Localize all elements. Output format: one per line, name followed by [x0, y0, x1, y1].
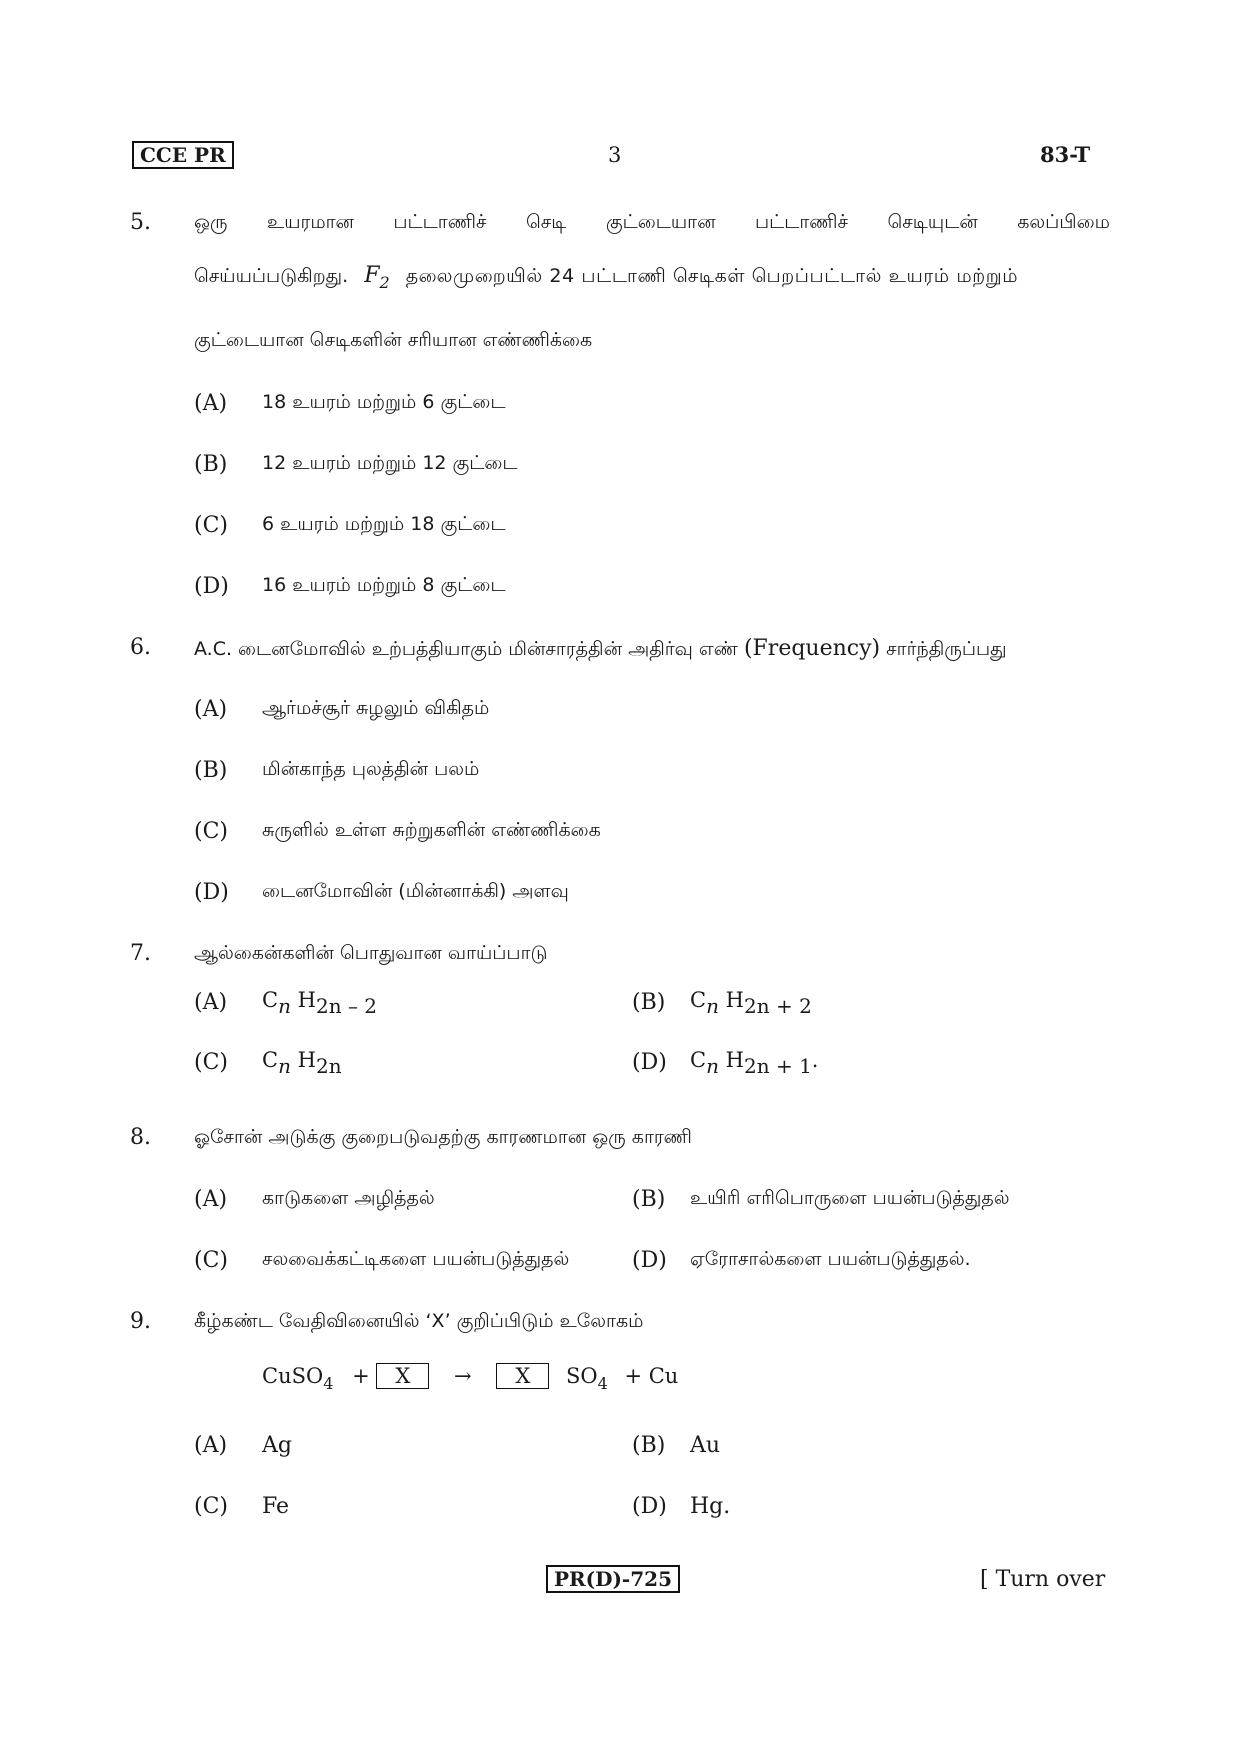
option-text: மின்காந்த புலத்தின் பலம்: [262, 758, 480, 780]
word: செடி: [525, 211, 567, 233]
option-label: (A): [194, 697, 228, 722]
option-text: Fe: [262, 1494, 290, 1519]
option-label: (C): [194, 1494, 228, 1519]
subject-code: 83-T: [1040, 142, 1091, 167]
option-label: (B): [194, 758, 228, 783]
turn-over-note: [ Turn over: [980, 1567, 1106, 1592]
text-fragment: செய்யப்படுகிறது.: [194, 265, 349, 287]
option-text: சலவைக்கட்டிகளை பயன்படுத்துதல்: [262, 1248, 570, 1270]
paper-code-badge: CCE PR: [132, 141, 234, 169]
option-label: (B): [632, 1187, 666, 1212]
question-text-line: ஆல்கைன்களின் பொதுவான வாய்ப்பாடு: [194, 942, 548, 964]
question-number: 6.: [130, 635, 151, 660]
alkyl-formula: $C_n$ $H_{2n + 1}$.: [690, 1048, 819, 1078]
footer-code-badge: PR(D)-725: [546, 1565, 680, 1593]
page-number: 3: [608, 143, 622, 167]
option-label: (D): [632, 1248, 667, 1273]
option-label: (D): [194, 574, 229, 599]
option-text: 18 உயரம் மற்றும் 6 குட்டை: [262, 391, 506, 413]
question-text-line: [194, 263, 1110, 292]
option-text: உயிரி எரிபொருளை பயன்படுத்துதல்: [690, 1187, 1010, 1209]
option-text: 16 உயரம் மற்றும் 8 குட்டை: [262, 574, 506, 596]
word: செடியுடன்: [887, 211, 978, 233]
option-text: Ag: [262, 1433, 292, 1458]
word: ஒரு: [194, 211, 228, 233]
alkene-formula: $C_n$ $H_{2n}$: [262, 1048, 342, 1078]
unknown-metal-box: X: [376, 1363, 429, 1389]
option-label: (D): [632, 1494, 667, 1519]
question-number: 8.: [130, 1125, 151, 1150]
word: பட்டாணிச்: [754, 211, 849, 233]
option-label: (B): [194, 452, 228, 477]
option-label: (A): [194, 990, 228, 1015]
option-label: (C): [194, 819, 228, 844]
question-text-line: [194, 211, 1110, 236]
option-label: (A): [194, 391, 228, 416]
option-label: (B): [632, 990, 666, 1015]
chemical-equation: CuSO$_4$ + X → X $SO_4 + Cu$: [262, 1364, 679, 1393]
option-text: Au: [690, 1433, 721, 1458]
question-text-line: ஓசோன் அடுக்கு குறைபடுவதற்கு காரணமான ஒரு காரணி: [194, 1126, 692, 1148]
question-number: 9.: [130, 1309, 151, 1334]
word: கலப்பிமை: [1017, 211, 1110, 233]
question-text-line: குட்டையான செடிகளின் சரியான எண்ணிக்கை: [194, 329, 593, 351]
word: பட்டாணிச்: [393, 211, 487, 233]
generation-symbol: $F_2$: [364, 263, 390, 292]
alkyne-formula: $C_n$ $H_{2n - 2}$: [262, 988, 378, 1018]
word: உயரமான: [266, 211, 354, 233]
option-text: டைனமோவின் (மின்னாக்கி) அளவு: [262, 880, 569, 902]
option-text: காடுகளை அழித்தல்: [262, 1187, 435, 1209]
option-label: (B): [632, 1433, 666, 1458]
option-text: 6 உயரம் மற்றும் 18 குட்டை: [262, 513, 506, 535]
question-text-line: கீழ்கண்ட வேதிவினையில் ‘X’ குறிப்பிடும் உலோகம்: [194, 1310, 644, 1332]
option-label: (D): [632, 1050, 667, 1075]
text-fragment: தலைமுறையில் 24 பட்டாணி செடிகள் பெறப்பட்டால் உயரம் மற்றும்: [405, 265, 1019, 287]
unknown-metal-box: X: [496, 1363, 549, 1389]
option-label: (C): [194, 1248, 228, 1273]
option-label: (D): [194, 880, 229, 905]
option-text: Hg.: [690, 1494, 731, 1519]
option-label: (C): [194, 513, 228, 538]
alkane-formula: $C_n$ $H_{2n + 2}$: [690, 988, 812, 1018]
option-label: (A): [194, 1433, 228, 1458]
option-label: (C): [194, 1050, 228, 1075]
option-text: சுருளில் உள்ள சுற்றுகளின் எண்ணிக்கை: [262, 819, 601, 841]
question-number: 7.: [130, 941, 151, 966]
option-label: (A): [194, 1187, 228, 1212]
word: குட்டையான: [605, 211, 716, 233]
option-text: 12 உயரம் மற்றும் 12 குட்டை: [262, 452, 518, 474]
option-text: ஏரோசால்களை பயன்படுத்துதல்.: [690, 1248, 971, 1270]
question-number: 5.: [130, 210, 151, 235]
question-text-line: A.C. டைனமோவில் உற்பத்தியாகும் மின்சாரத்தின் அதிர்வு எண் (Frequency) சார்ந்திருப்பது: [194, 636, 1007, 661]
option-text: ஆர்மச்சூர் சுழலும் விகிதம்: [262, 697, 490, 719]
